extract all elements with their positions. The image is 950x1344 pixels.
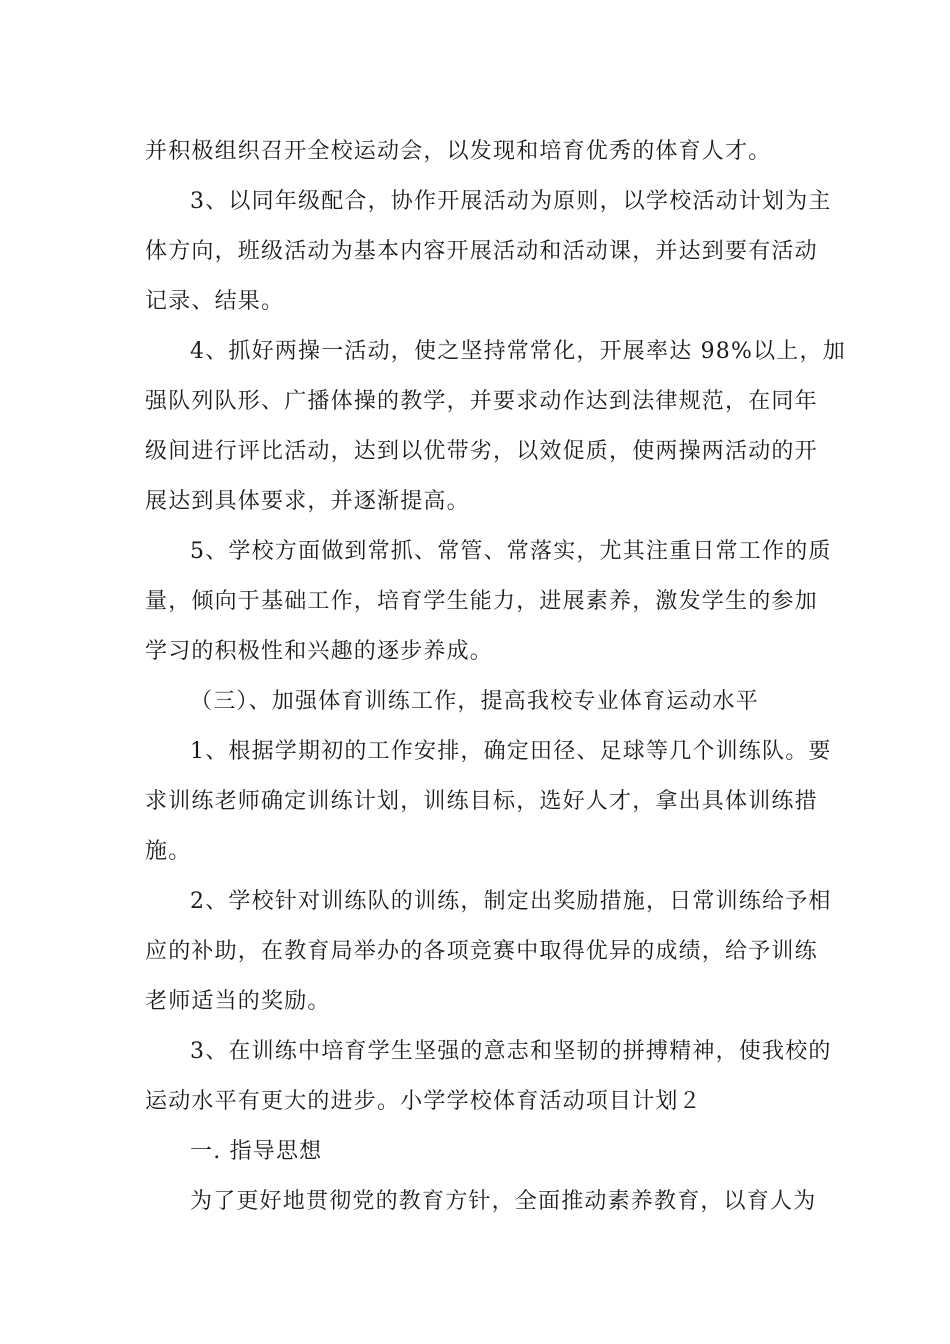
paragraph-line: 展达到具体要求，并逐渐提高。 bbox=[145, 489, 470, 514]
paragraph-line: 量，倾向于基础工作，培育学生能力，进展素养，激发学生的参加 bbox=[145, 589, 818, 614]
paragraph-line: 2、学校针对训练队的训练，制定出奖励措施，日常训练给予相 bbox=[190, 889, 832, 914]
paragraph-line: 级间进行评比活动，达到以优带劣，以效促质，使两操两活动的开 bbox=[145, 439, 818, 464]
paragraph-line: 4、抓好两操一活动，使之坚持常常化，开展率达 98%以上，加 bbox=[190, 339, 846, 364]
paragraph-line: 并积极组织召开全校运动会，以发现和培育优秀的体育人才。 bbox=[145, 139, 772, 164]
paragraph-line: 5、学校方面做到常抓、常管、常落实，尤其注重日常工作的质 bbox=[190, 539, 832, 564]
paragraph-line: 应的补助，在教育局举办的各项竞赛中取得优异的成绩，给予训练 bbox=[145, 939, 818, 964]
paragraph-line: 为了更好地贯彻党的教育方针，全面推动素养教育，以育人为 bbox=[190, 1189, 817, 1214]
paragraph-line: 学习的积极性和兴趣的逐步养成。 bbox=[145, 639, 494, 664]
paragraph-line: 强队列队形、广播体操的教学，并要求动作达到法律规范，在同年 bbox=[145, 389, 818, 414]
paragraph-line: 求训练老师确定训练计划，训练目标，选好人才，拿出具体训练措 bbox=[145, 789, 818, 814]
paragraph-line: 3、在训练中培育学生坚强的意志和坚韧的拼搏精神，使我校的 bbox=[190, 1039, 832, 1064]
paragraph-line: 老师适当的奖励。 bbox=[145, 989, 331, 1014]
paragraph-line: 3、以同年级配合，协作开展活动为原则，以学校活动计划为主 bbox=[190, 189, 832, 214]
paragraph-line: 记录、结果。 bbox=[145, 289, 285, 314]
paragraph-line: 运动水平有更大的进步。小学学校体育活动项目计划２ bbox=[145, 1089, 702, 1114]
paragraph-line: 体方向，班级活动为基本内容开展活动和活动课，并达到要有活动 bbox=[145, 239, 818, 264]
section-heading: （三）、加强体育训练工作，提高我校专业体育运动水平 bbox=[190, 689, 760, 714]
paragraph-line: 施。 bbox=[145, 839, 192, 864]
paragraph-line: 1、根据学期初的工作安排，确定田径、足球等几个训练队。要 bbox=[190, 739, 832, 764]
section-heading: 一. 指导思想 bbox=[190, 1139, 323, 1164]
